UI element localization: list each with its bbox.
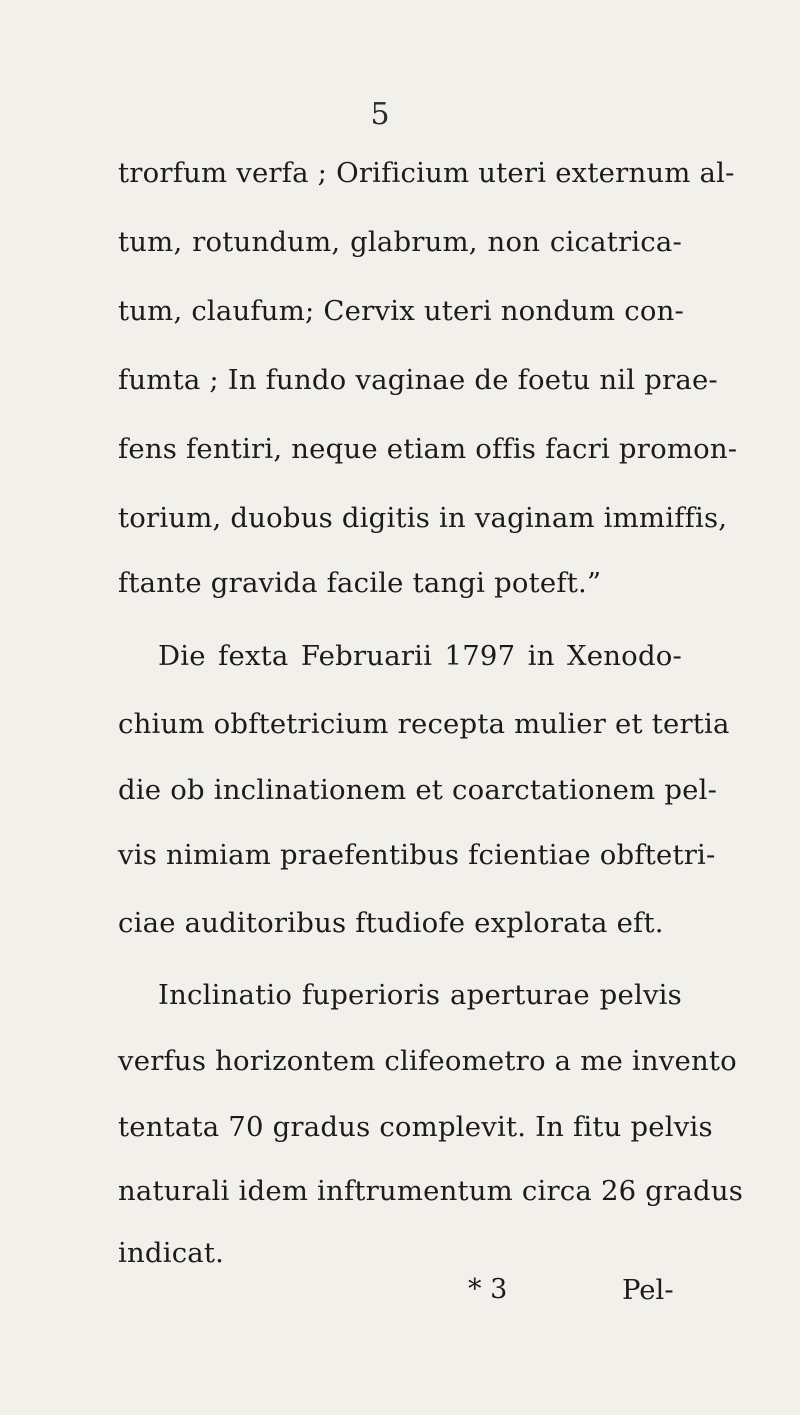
- text-line: verfus horizontem clifeometro a me invento: [118, 1045, 737, 1077]
- text-line: trorfum verfa ; Orificium uteri externum al-: [118, 157, 735, 189]
- text-line: fumta ; In fundo vaginae de foetu nil prae-: [118, 364, 718, 396]
- text-line: tum, rotundum, glabrum, non cicatrica-: [118, 226, 682, 258]
- text-line: Die fexta Februarii 1797 in Xenodo-: [158, 640, 682, 672]
- text-line: indicat.: [118, 1237, 225, 1269]
- text-line: tum, claufum; Cervix uteri nondum con-: [118, 295, 685, 327]
- page-number: 5: [370, 97, 390, 132]
- page-footer: [0, 1272, 800, 1312]
- text-line: chium obftetricium recepta mulier et tertia: [118, 708, 730, 740]
- text-line: tentata 70 gradus complevit. In fitu pelvis: [118, 1111, 713, 1143]
- text-line: naturali idem inftrumentum circa 26 gradus: [118, 1175, 744, 1207]
- text-line: fens fentiri, neque etiam offis facri promon-: [118, 433, 738, 465]
- text-line: die ob inclinationem et coarctationem pel-: [118, 774, 718, 806]
- text-line: torium, duobus digitis in vaginam immiffis,: [118, 502, 728, 534]
- text-line: vis nimiam praefentibus fcientiae obftetri-: [118, 839, 716, 871]
- text-line: Inclinatio fuperioris aperturae pelvis: [158, 979, 682, 1011]
- text-line: ftante gravida facile tangi poteft.”: [118, 567, 602, 599]
- catchword: Pel-: [622, 1274, 674, 1306]
- text-line: ciae auditoribus ftudiofe explorata eft.: [118, 907, 664, 939]
- signature-mark: * 3: [468, 1274, 508, 1305]
